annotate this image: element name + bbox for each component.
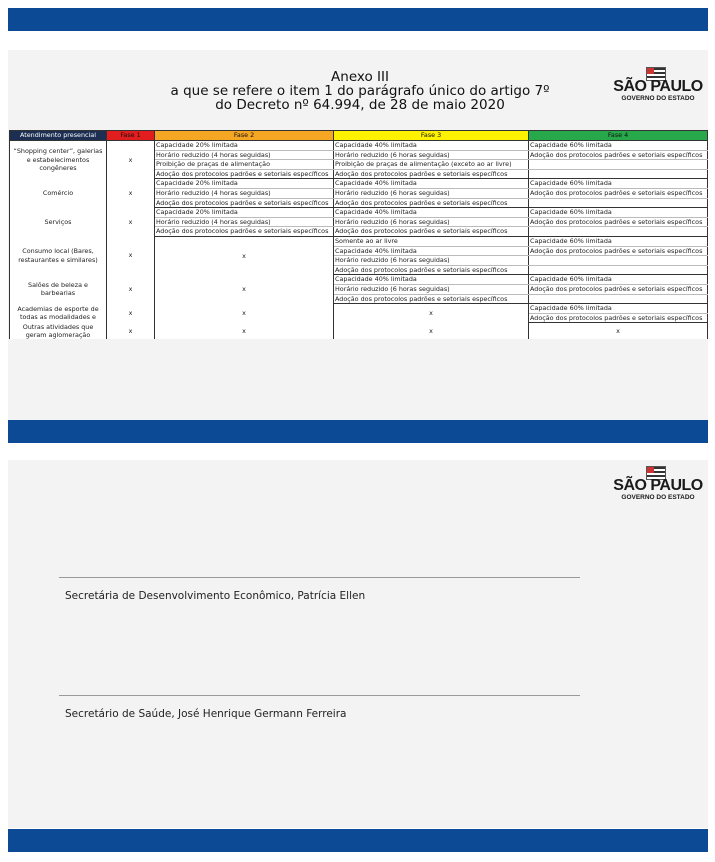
activity-label: Consumo local (Bares, restaurantes e similares) [10, 236, 107, 274]
fase2-line: Horário reduzido (4 horas seguidas) [155, 217, 334, 227]
fase2-line: Horário reduzido (4 horas seguidas) [155, 188, 334, 198]
bottom-banner [8, 829, 708, 852]
signature-economic-secretary: Secretária de Desenvolvimento Econômico, Patrícia Ellen [65, 590, 366, 602]
fase3-line: Capacidade 40% limitada [334, 179, 529, 189]
activity-label: “Shopping center”, galerias e estabelecimentos congêneres [10, 141, 107, 179]
fase4-line: Capacidade 60% limitada [529, 179, 708, 189]
fase2-cell: x [155, 304, 334, 323]
header-cell-0: Atendimento presencial [10, 131, 107, 141]
table-row [10, 236, 708, 246]
table-header-row [10, 131, 708, 141]
sao-paulo-logo: SÃO PAULO GOVERNO DO ESTADO [612, 67, 704, 107]
sao-paulo-logo-page-2: SÃO PAULO GOVERNO DO ESTADO [612, 466, 704, 506]
fase2-line: Adoção dos protocolos padrões e setoriais específicos [155, 169, 334, 179]
fase2-line: Adoção dos protocolos padrões e setoriais específicos [155, 227, 334, 237]
fase2-line: Proibição de praças de alimentação [155, 160, 334, 170]
fase4-line [529, 256, 708, 266]
signature-line-1 [59, 577, 580, 578]
fase2-line: Capacidade 20% limitada [155, 208, 334, 218]
top-banner [8, 8, 708, 31]
fase1-cell: x [107, 275, 155, 304]
fase4-line: Adoção dos protocolos padrões e setoriais específicos [529, 217, 708, 227]
fase4-line [529, 265, 708, 275]
fase2-line: Capacidade 20% limitada [155, 179, 334, 189]
signature-health-secretary: Secretário de Saúde, José Henrique Germann Ferreira [65, 708, 347, 720]
fase4-line [529, 160, 708, 170]
fase3-line: Horário reduzido (6 horas seguidas) [334, 217, 529, 227]
fase4-line: Capacidade 60% limitada [529, 141, 708, 151]
fase3-line: Adoção dos protocolos padrões e setoriais específicos [334, 198, 529, 208]
fase4-line: Adoção dos protocolos padrões e setoriais específicos [529, 313, 708, 323]
page-two-panel [8, 460, 708, 828]
activity-label: Academias de esporte de todas as modalidades e [10, 304, 107, 323]
fase2-line: Horário reduzido (4 horas seguidas) [155, 150, 334, 160]
fase3-cell: x [334, 323, 529, 340]
table-row [10, 304, 708, 314]
fase4-line [529, 169, 708, 179]
fase3-line: Horário reduzido (6 horas seguidas) [334, 256, 529, 266]
fase3-line: Horário reduzido (6 horas seguidas) [334, 150, 529, 160]
fase4-line: Adoção dos protocolos padrões e setoriais específicos [529, 284, 708, 294]
fase3-line: Capacidade 40% limitada [334, 246, 529, 256]
phases-table [9, 130, 708, 339]
activity-label: Salões de beleza e barbearias [10, 275, 107, 304]
fase3-line: Adoção dos protocolos padrões e setoriais específicos [334, 265, 529, 275]
header-cell-3: Fase 3 [334, 131, 529, 141]
document-title [140, 70, 580, 112]
activity-label: Serviços [10, 208, 107, 237]
title-line-1: Anexo III [331, 69, 389, 85]
fase2-cell: x [155, 236, 334, 274]
fase3-line: Horário reduzido (6 horas seguidas) [334, 188, 529, 198]
fase3-line: Somente ao ar livre [334, 236, 529, 246]
middle-banner [8, 420, 708, 443]
table-row [10, 179, 708, 189]
fase4-cell: x [529, 323, 708, 340]
fase3-line: Capacidade 40% limitada [334, 141, 529, 151]
title-line-3: do Decreto nº 64.994, de 28 de maio 2020 [215, 97, 505, 113]
fase3-line: Adoção dos protocolos padrões e setoriais específicos [334, 227, 529, 237]
table-row [10, 275, 708, 285]
title-line-2: a que se refere o item 1 do parágrafo único do artigo 7º [170, 83, 550, 99]
header-cell-4: Fase 4 [529, 131, 708, 141]
header-cell-1: Fase 1 [107, 131, 155, 141]
fase2-line: Capacidade 20% limitada [155, 141, 334, 151]
fase3-line: Capacidade 40% limitada [334, 208, 529, 218]
fase1-cell: x [107, 208, 155, 237]
table-row [10, 208, 708, 218]
fase3-line: Horário reduzido (6 horas seguidas) [334, 284, 529, 294]
fase4-line: Adoção dos protocolos padrões e setoriais específicos [529, 188, 708, 198]
fase3-cell: x [334, 304, 529, 323]
fase4-line: Capacidade 60% limitada [529, 208, 708, 218]
signature-line-2 [59, 695, 580, 696]
fase3-line: Proibição de praças de alimentação (exceto ao ar livre) [334, 160, 529, 170]
fase2-cell: x [155, 275, 334, 304]
fase3-line: Adoção dos protocolos padrões e setoriais específicos [334, 294, 529, 304]
fase3-line: Capacidade 40% limitada [334, 275, 529, 285]
fase1-cell: x [107, 141, 155, 179]
fase4-line: Capacidade 60% limitada [529, 304, 708, 314]
fase1-cell: x [107, 323, 155, 340]
fase4-line [529, 294, 708, 304]
fase1-cell: x [107, 236, 155, 274]
activity-label: Comércio [10, 179, 107, 208]
fase1-cell: x [107, 304, 155, 323]
fase4-line: Adoção dos protocolos padrões e setoriais específicos [529, 246, 708, 256]
table-row [10, 141, 708, 151]
fase4-line: Adoção dos protocolos padrões e setoriais específicos [529, 150, 708, 160]
fase4-line: Capacidade 60% limitada [529, 236, 708, 246]
fase4-line [529, 198, 708, 208]
activity-label: Outras atividades que geram aglomeração [10, 323, 107, 340]
header-cell-2: Fase 2 [155, 131, 334, 141]
fase4-line: Capacidade 60% limitada [529, 275, 708, 285]
fase3-line: Adoção dos protocolos padrões e setoriais específicos [334, 169, 529, 179]
fase4-line [529, 227, 708, 237]
fase2-cell: x [155, 323, 334, 340]
fase2-line: Adoção dos protocolos padrões e setoriais específicos [155, 198, 334, 208]
fase1-cell: x [107, 179, 155, 208]
